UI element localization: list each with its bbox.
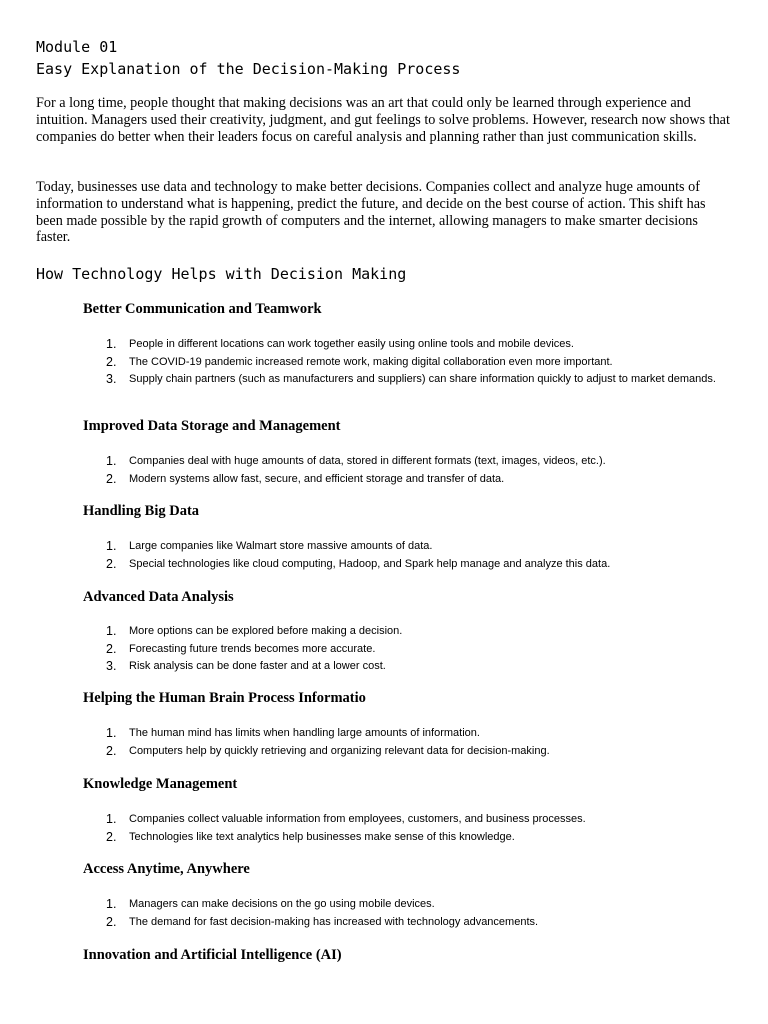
- list-item: [83, 539, 723, 553]
- list-text: The COVID-19 pandemic increased remote work, making digital collaboration even more important.: [129, 355, 613, 368]
- list-number: 1.: [106, 897, 117, 911]
- list-number: 1.: [106, 726, 117, 740]
- list-number: 2.: [106, 354, 117, 369]
- subsection-list-communication: [83, 337, 723, 390]
- list-text: Supply chain partners (such as manufacturers and suppliers) can share information quickly to adjust to market demands.: [129, 373, 716, 386]
- list-number: 1.: [106, 539, 117, 553]
- subsection-list-big-data: [83, 539, 723, 574]
- subsection-heading-innovation-ai: Innovation and Artificial Intelligence (AI): [83, 947, 342, 963]
- list-number: 2.: [106, 556, 117, 571]
- subsection-list-access: [83, 897, 723, 932]
- list-item: [83, 915, 723, 929]
- list-item: [83, 812, 723, 826]
- list-item: [83, 659, 723, 673]
- subsection-heading-data-storage: Improved Data Storage and Management: [83, 418, 341, 434]
- list-text: Technologies like text analytics help businesses make sense of this knowledge.: [129, 830, 515, 843]
- intro-paragraph: For a long time, people thought that making decisions was an art that could only be learned through experience and intuition. Managers used their creativity, judgment, and gut feelings to solve problems. However, research now shows that companies do better when their leaders focus on careful analysis and planning rather than just communication skills.: [36, 95, 730, 145]
- list-number: 2.: [106, 641, 117, 656]
- list-item: [83, 337, 723, 351]
- list-number: 2.: [106, 743, 117, 758]
- list-text: The human mind has limits when handling large amounts of information.: [129, 727, 480, 739]
- subsection-list-data-analysis: [83, 624, 723, 677]
- list-number: 2.: [106, 829, 117, 844]
- subsection-heading-human-brain: Helping the Human Brain Process Informatio: [83, 690, 366, 706]
- subsection-heading-access: Access Anytime, Anywhere: [83, 861, 250, 877]
- list-text: Computers help by quickly retrieving and organizing relevant data for decision-making.: [129, 744, 550, 757]
- list-item: [83, 744, 723, 758]
- list-number: 3.: [106, 659, 117, 674]
- list-text: The demand for fast decision-making has increased with technology advancements.: [129, 915, 539, 928]
- list-text: Companies collect valuable information from employees, customers, and business processes.: [129, 813, 586, 825]
- subsection-list-human-brain: [83, 726, 723, 761]
- list-text: Companies deal with huge amounts of data, stored in different formats (text, images, videos, etc.).: [129, 455, 606, 467]
- list-item: [83, 726, 723, 740]
- list-number: 1.: [106, 454, 117, 468]
- list-text: People in different locations can work together easily using online tools and mobile devices.: [129, 338, 574, 350]
- list-number: 1.: [106, 812, 117, 826]
- list-text: Risk analysis can be done faster and at a lower cost.: [129, 660, 386, 673]
- list-number: 1.: [106, 337, 117, 351]
- list-number: 2.: [106, 471, 117, 486]
- list-item: [83, 624, 723, 638]
- list-number: 3.: [106, 372, 117, 387]
- subsection-heading-big-data: Handling Big Data: [83, 503, 200, 519]
- list-text: Modern systems allow fast, secure, and efficient storage and transfer of data.: [129, 472, 505, 485]
- module-title: Easy Explanation of the Decision-Making Process: [36, 60, 461, 78]
- list-item: [83, 454, 723, 468]
- technology-paragraph: Today, businesses use data and technology to make better decisions. Companies collect and analyze huge amounts of information to understand what is happening, predict the future, and decide on the best course of action. This shift has been made possible by the rapid growth of computers and the internet, allowing managers to make smarter decisions faster.: [36, 179, 706, 246]
- subsection-heading-knowledge: Knowledge Management: [83, 776, 238, 792]
- list-number: 1.: [106, 624, 117, 638]
- list-text: Special technologies like cloud computing, Hadoop, and Spark help manage and analyze this data.: [129, 557, 611, 570]
- subsection-list-data-storage: [83, 454, 723, 489]
- subsection-heading-communication: Better Communication and Teamwork: [83, 301, 322, 317]
- module-label: Module 01: [36, 38, 118, 56]
- list-item: [83, 897, 723, 911]
- list-text: More options can be explored before making a decision.: [129, 625, 403, 637]
- list-item: [83, 557, 723, 571]
- list-text: Large companies like Walmart store massive amounts of data.: [129, 540, 433, 552]
- list-item: [83, 830, 723, 844]
- list-item: [83, 355, 723, 369]
- subsection-list-knowledge: [83, 812, 723, 847]
- subsection-heading-data-analysis: Advanced Data Analysis: [83, 589, 234, 605]
- list-item: [83, 472, 723, 486]
- list-item: [83, 642, 723, 656]
- list-number: 2.: [106, 914, 117, 929]
- list-text: Forecasting future trends becomes more accurate.: [129, 642, 376, 655]
- list-text: Managers can make decisions on the go using mobile devices.: [129, 898, 435, 910]
- list-item: [83, 372, 723, 386]
- section-title: How Technology Helps with Decision Making: [36, 265, 407, 283]
